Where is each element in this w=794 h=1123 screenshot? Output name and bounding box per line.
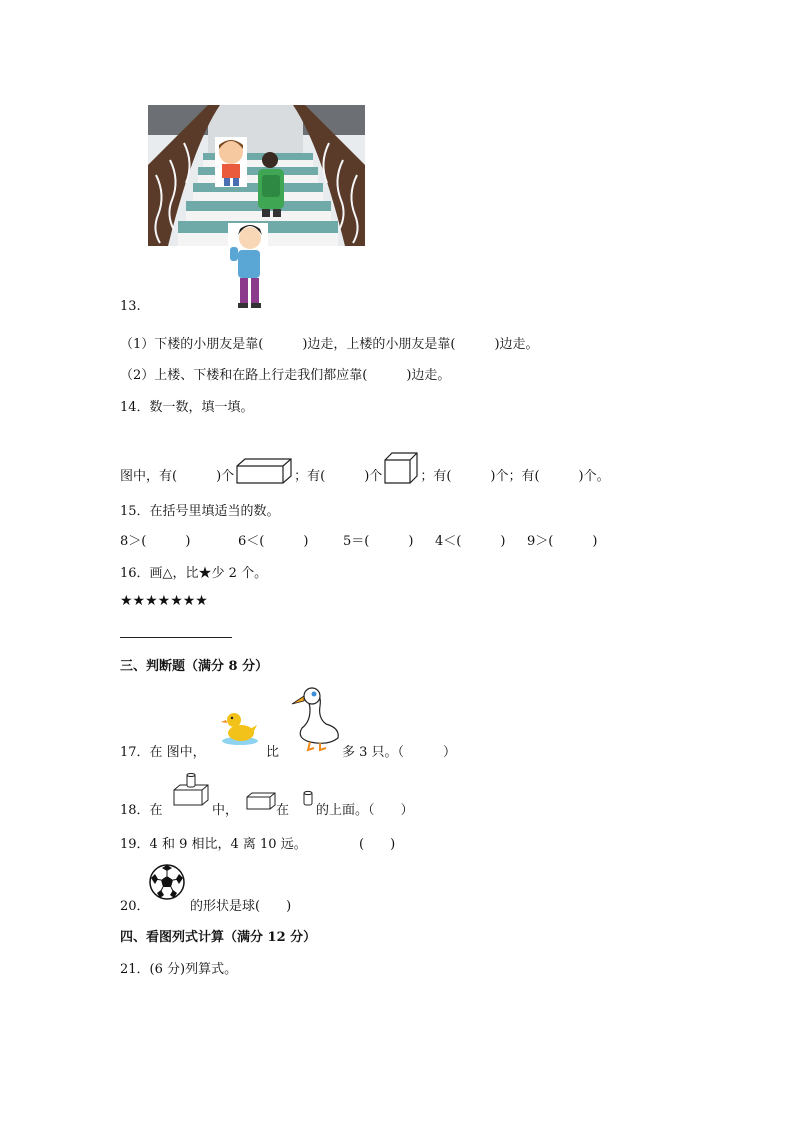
q21-text: 21．(6 分)列算式。 — [120, 962, 238, 977]
q13-number: 13. — [120, 299, 141, 314]
q15-item-1: 8＞( ) — [120, 534, 191, 549]
q13-sub1: （1）下楼的小朋友是靠( )边走，上楼的小朋友是靠( )边走。 — [120, 337, 539, 352]
q19-text: 19．4 和 9 相比，4 离 10 远。 — [120, 837, 307, 852]
q14-seg3: ；有( )个；有( )个。 — [420, 469, 610, 484]
q17-text-a: 17．在 图中， — [120, 745, 206, 760]
q18-text-b: 中， — [212, 803, 239, 818]
cylinder-icon — [303, 790, 313, 806]
small-cuboid-icon — [246, 792, 276, 810]
stacked-blocks-icon — [172, 772, 210, 806]
q14-seg2: ；有( )个 — [294, 469, 383, 484]
duckling-icon — [220, 705, 260, 747]
q16-stars: ★★★★★★★ — [120, 593, 208, 609]
q15-title: 15．在括号里填适当的数。 — [120, 504, 280, 519]
q17-text-b: 比 — [266, 745, 280, 760]
soccer-ball-icon — [149, 864, 185, 900]
answer-line — [120, 637, 232, 638]
q20-number: 20． — [120, 899, 150, 914]
q19-paren: ( ) — [359, 837, 396, 852]
q18-text-c: 在 — [276, 803, 290, 818]
staircase-picture — [148, 105, 365, 310]
q18-text-d: 的上面。（ ） — [316, 803, 414, 818]
q14-line — [120, 452, 610, 484]
q16-title: 16．画△，比★少 2 个。 — [120, 566, 268, 581]
section4-heading: 四、看图列式计算（满分 12 分） — [120, 930, 317, 945]
q14-title: 14．数一数，填一填。 — [120, 400, 254, 415]
q15-item-5: 9＞( ) — [527, 534, 598, 549]
q15-item-4: 4＜( ) — [435, 534, 506, 549]
goose-icon — [288, 684, 344, 752]
q15-item-2: 6＜( ) — [238, 534, 309, 549]
q15-item-3: 5＝( ) — [343, 534, 414, 549]
q20-text: 的形状是球( ) — [190, 899, 292, 914]
q18-text-a: 18．在 — [120, 803, 163, 818]
q13-sub2: （2）上楼、下楼和在路上行走我们都应靠( )边走。 — [120, 368, 451, 383]
cuboid-icon — [236, 458, 292, 484]
cube-icon — [384, 452, 418, 484]
q14-seg1: 图中，有( )个 — [120, 469, 235, 484]
q17-text-c: 多 3 只。（ ） — [342, 745, 457, 760]
section3-heading: 三、判断题（满分 8 分） — [120, 659, 269, 674]
